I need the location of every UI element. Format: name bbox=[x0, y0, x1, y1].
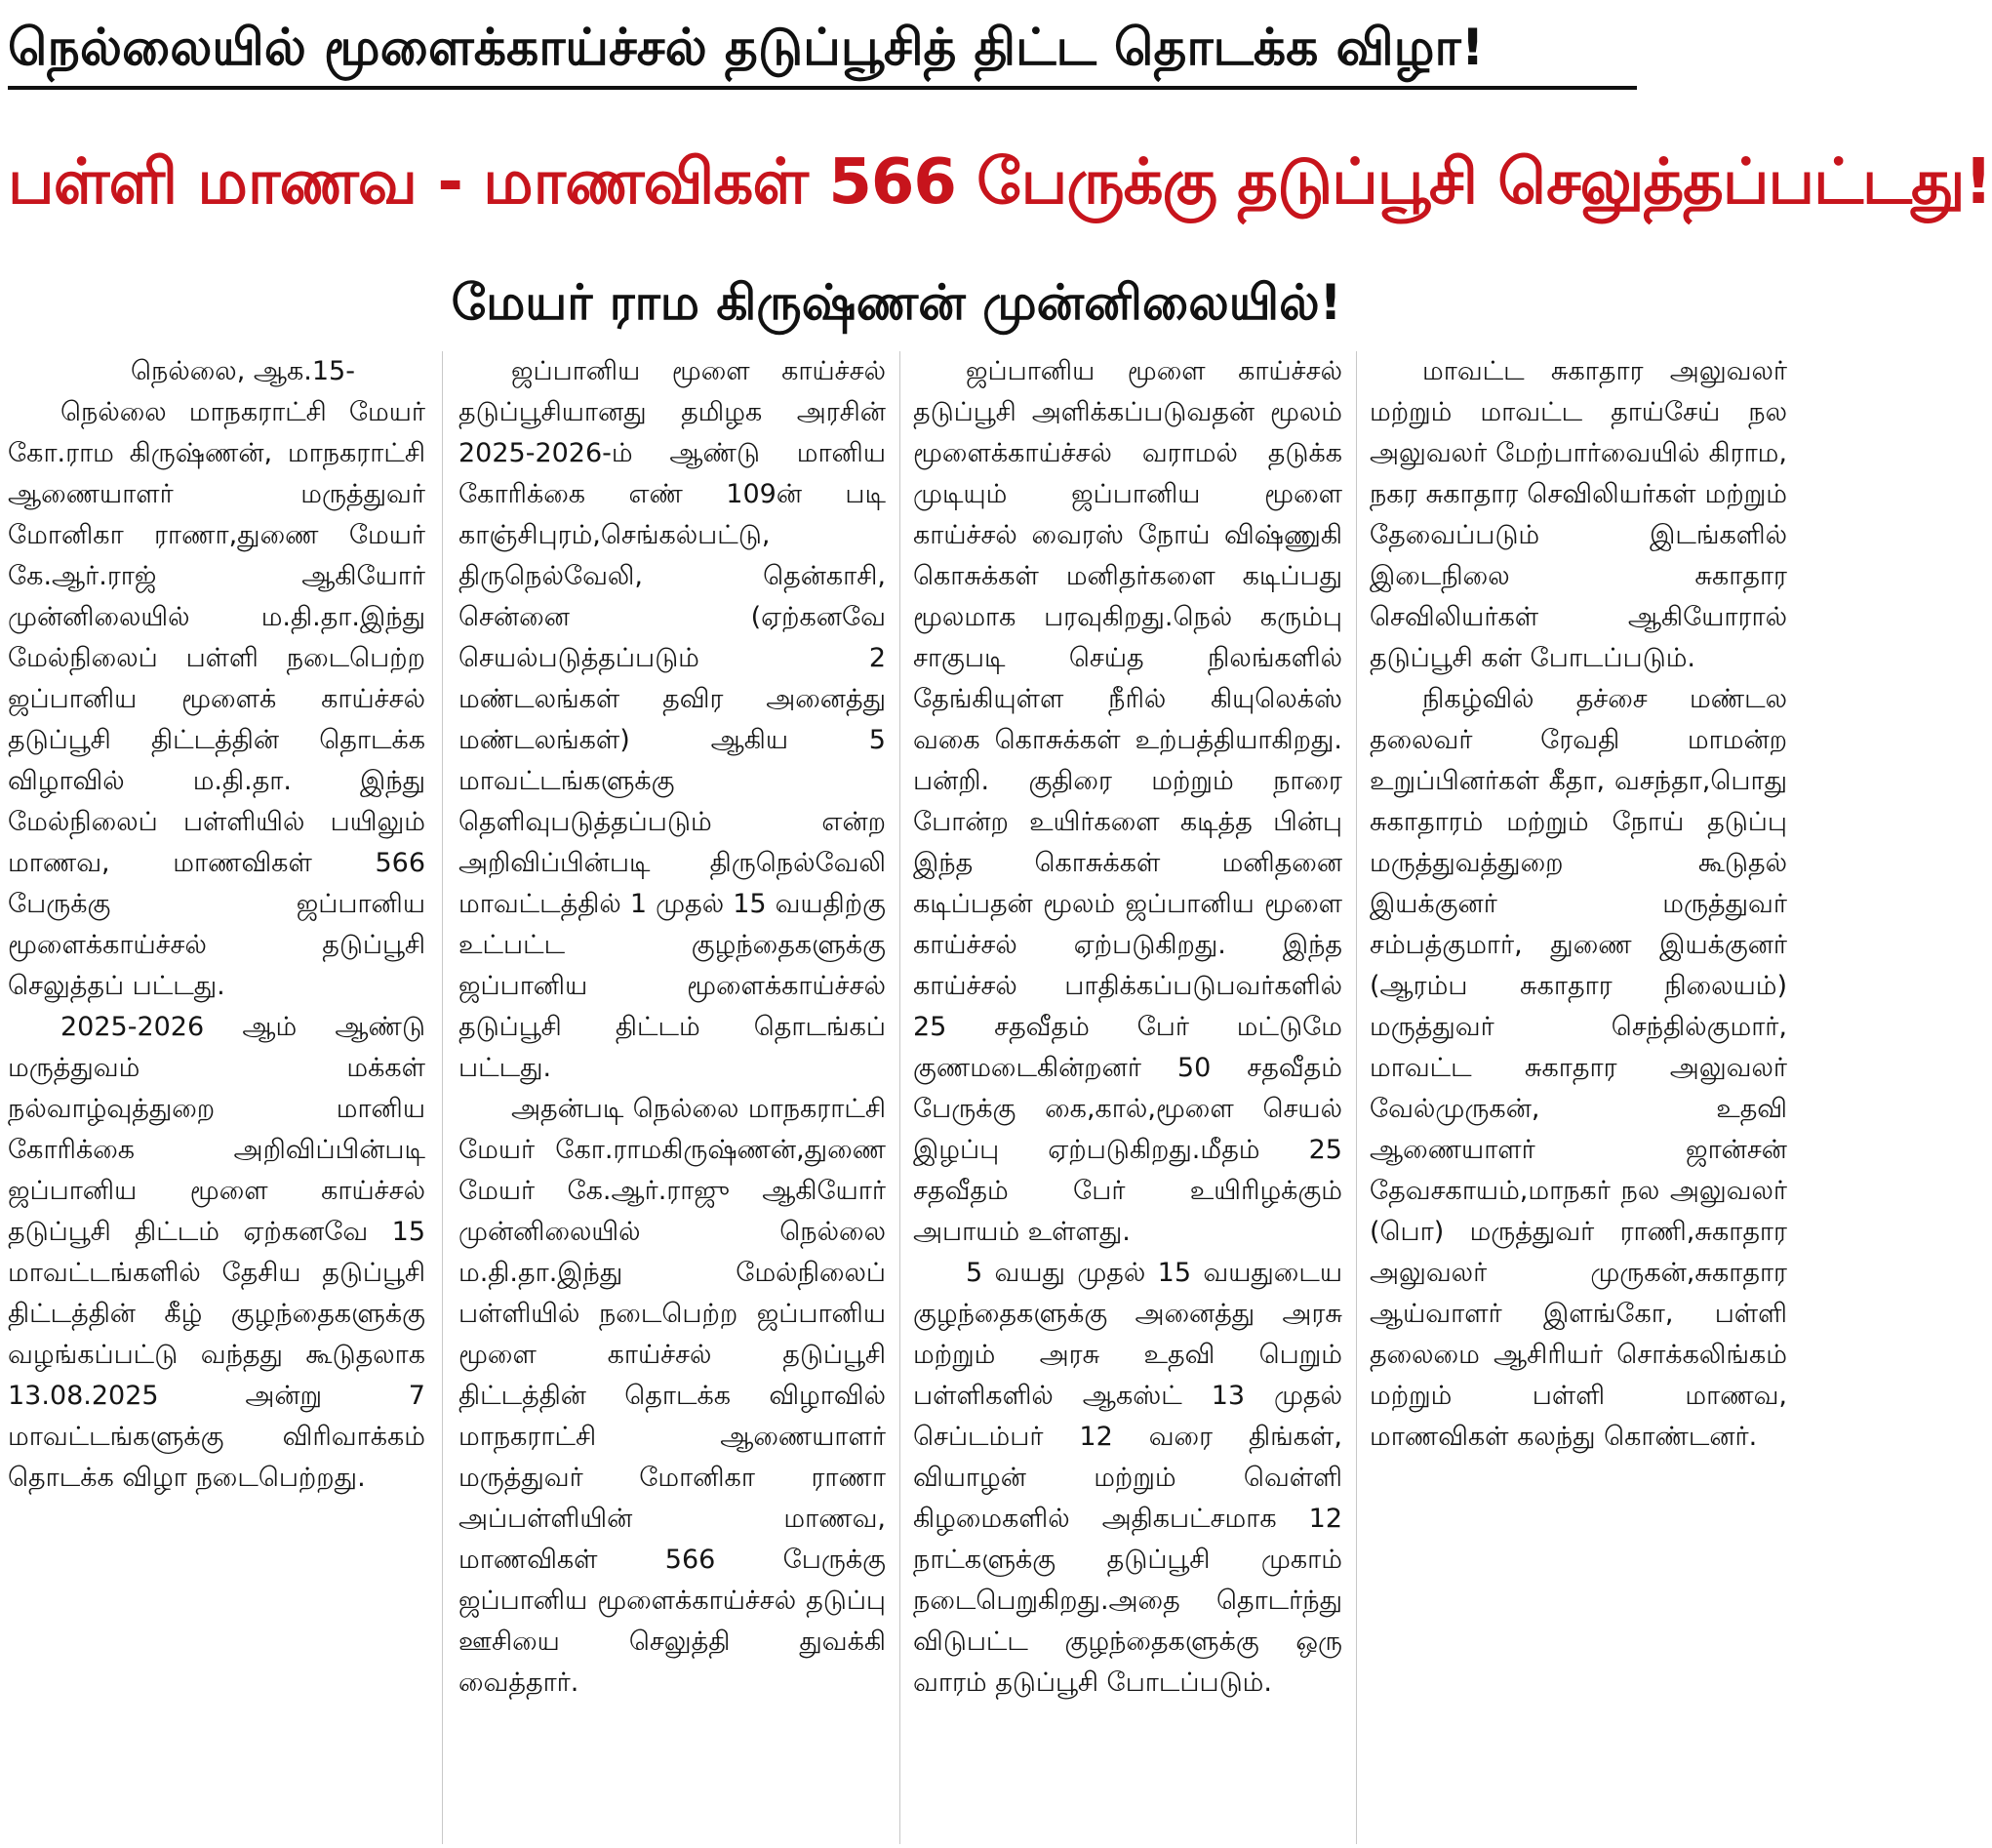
article-columns bbox=[8, 351, 1787, 1844]
article-column-2 bbox=[458, 351, 886, 1844]
dateline: நெல்லை, ஆக.15- bbox=[131, 356, 355, 386]
article-paragraph: ஜப்பானிய மூளை காய்ச்சல் தடுப்பூசி அளிக்கப்படுவதன் மூலம் மூளைக்காய்ச்சல் வராமல் தடுக்க முடியும் ஜப்பானிய மூளை காய்ச்சல் வைரஸ் நோய் விஷ்ணுகி கொசுக்கள் மனிதர்களை கடிப்பது மூலமாக பரவுகிறது.நெல் கரும்பு சாகுபடி செய்த நிலங்களில் தேங்கியுள்ள நீரில் கியுலெக்ஸ் வகை கொசுக்கள் உற்பத்தியாகிறது. பன்றி. குதிரை மற்றும் நாரை போன்ற உயிர்களை கடித்த பின்பு இந்த கொசுக்கள் மனிதனை கடிப்பதன் மூலம் ஜப்பானிய மூளை காய்ச்சல் ஏற்படுகிறது. இந்த காய்ச்சல் பாதிக்கப்படுபவர்களில் 25 சதவீதம் பேர் மட்டுமே குணமடைகின்றனர் 50 சதவீதம் பேருக்கு கை,கால்,மூளை செயல் இழப்பு ஏற்படுகிறது.மீதம் 25 சதவீதம் பேர் உயிரிழக்கும் அபாயம் உள்ளது. bbox=[913, 356, 1342, 1247]
column-divider bbox=[1356, 351, 1357, 1844]
sub-headline: மேயர் ராம கிருஷ்ணன் முன்னிலையில்! bbox=[451, 274, 1342, 331]
article-paragraph: 5 வயது முதல் 15 வயதுடைய குழந்தைகளுக்கு அனைத்து அரசு மற்றும் அரசு உதவி பெறும் பள்ளிகளில் ஆகஸ்ட் 13 முதல் செப்டம்பர் 12 வரை திங்கள், வியாழன் மற்றும் வெள்ளி கிழமைகளில் அதிகபட்சமாக 12 நாட்களுக்கு தடுப்பூசி முகாம் நடைபெறுகிறது.அதை தொடர்ந்து விடுபட்ட குழந்தைகளுக்கு ஒரு வாரம் தடுப்பூசி போடப்படும். bbox=[913, 1258, 1342, 1698]
kicker-headline: நெல்லையில் மூளைக்காய்ச்சல் தடுப்பூசித் திட்ட தொடக்க விழா! bbox=[8, 10, 1637, 90]
article-column-4 bbox=[1370, 351, 1787, 1844]
article-column-3 bbox=[913, 351, 1342, 1844]
article-paragraph: மாவட்ட சுகாதார அலுவலர் மற்றும் மாவட்ட தாய்சேய் நல அலுவலர் மேற்பார்வையில் கிராம, நகர சுகாதார செவிலியர்கள் மற்றும் தேவைப்படும் இடங்களில் இடைநிலை சுகாதார செவிலியர்கள் ஆகியோரால் தடுப்பூசி கள் போடப்படும். bbox=[1370, 356, 1787, 673]
article-paragraph: நெல்லை மாநகராட்சி மேயர் கோ.ராம கிருஷ்ணன், மாநகராட்சி ஆணையாளர் மருத்துவர் மோனிகா ராணா,துணை மேயர் கே.ஆர்.ராஜ் ஆகியோர் முன்னிலையில் ம.தி.தா.இந்து மேல்நிலைப் பள்ளி நடைபெற்ற ஜப்பானிய மூளைக் காய்ச்சல் தடுப்பூசி திட்டத்தின் தொடக்க விழாவில் ம.தி.தா. இந்து மேல்நிலைப் பள்ளியில் பயிலும் மாணவ, மாணவிகள் 566 பேருக்கு ஜப்பானிய மூளைக்காய்ச்சல் தடுப்பூசி செலுத்தப் பட்டது. bbox=[8, 397, 425, 1001]
article-paragraph: அதன்படி நெல்லை மாநகராட்சி மேயர் கோ.ராமகிருஷ்ணன்,துணை மேயர் கே.ஆர்.ராஜு ஆகியோர் முன்னிலையில் நெல்லை ம.தி.தா.இந்து மேல்நிலைப் பள்ளியில் நடைபெற்ற ஜப்பானிய மூளை காய்ச்சல் தடுப்பூசி திட்டத்தின் தொடக்க விழாவில் மாநகராட்சி ஆணையாளர் மருத்துவர் மோனிகா ராணா அப்பள்ளியின் மாணவ, மாணவிகள் 566 பேருக்கு ஜப்பானிய மூளைக்காய்ச்சல் தடுப்பு ஊசியை செலுத்தி துவக்கி வைத்தார். bbox=[458, 1094, 886, 1698]
article-paragraph: 2025-2026 ஆம் ஆண்டு மருத்துவம் மக்கள் நல்வாழ்வுத்துறை மானிய கோரிக்கை அறிவிப்பின்படி ஜப்பானிய மூளை காய்ச்சல் தடுப்பூசி திட்டம் ஏற்கனவே 15 மாவட்டங்களில் தேசிய தடுப்பூசி திட்டத்தின் கீழ் குழந்தைகளுக்கு வழங்கப்பட்டு வந்தது கூடுதலாக 13.08.2025 அன்று 7 மாவட்டங்களுக்கு விரிவாக்கம் தொடக்க விழா நடைபெற்றது. bbox=[8, 1012, 425, 1493]
column-divider bbox=[442, 351, 443, 1844]
article-paragraph: நிகழ்வில் தச்சை மண்டல தலைவர் ரேவதி மாமன்ற உறுப்பினர்கள் கீதா, வசந்தா,பொது சுகாதாரம் மற்றும் நோய் தடுப்பு மருத்துவத்துறை கூடுதல் இயக்குனர் மருத்துவர் சம்பத்குமார், துணை இயக்குனர் (ஆரம்ப சுகாதார நிலையம்) மருத்துவர் செந்தில்குமார், மாவட்ட சுகாதார அலுவலர் வேல்முருகன், உதவி ஆணையாளர் ஜான்சன் தேவசகாயம்,மாநகர் நல அலுவலர் (பொ) மருத்துவர் ராணி,சுகாதார அலுவலர் முருகன்,சுகாதார ஆய்வாளர் இளங்கோ, பள்ளி தலைமை ஆசிரியர் சொக்கலிங்கம் மற்றும் பள்ளி மாணவ, மாணவிகள் கலந்து கொண்டனர். bbox=[1370, 684, 1787, 1452]
main-headline: பள்ளி மாணவ - மாணவிகள் 566 பேருக்கு தடுப்பூசி செலுத்தப்பட்டது! bbox=[8, 146, 1992, 219]
article-paragraph: ஜப்பானிய மூளை காய்ச்சல் தடுப்பூசியானது தமிழக அரசின் 2025-2026-ம் ஆண்டு மானிய கோரிக்கை எண் 109ன் படி காஞ்சிபுரம்,செங்கல்பட்டு, திருநெல்வேலி, தென்காசி, சென்னை (ஏற்கனவே செயல்படுத்தப்படும் 2 மண்டலங்கள் தவிர அனைத்து மண்டலங்கள்) ஆகிய 5 மாவட்டங்களுக்கு தெளிவுபடுத்தப்படும் என்ற அறிவிப்பின்படி திருநெல்வேலி மாவட்டத்தில் 1 முதல் 15 வயதிற்கு உட்பட்ட குழந்தைகளுக்கு ஜப்பானிய மூளைக்காய்ச்சல் தடுப்பூசி திட்டம் தொடங்கப் பட்டது. bbox=[458, 356, 886, 1083]
article-column-1 bbox=[8, 351, 425, 1844]
column-divider bbox=[899, 351, 900, 1844]
